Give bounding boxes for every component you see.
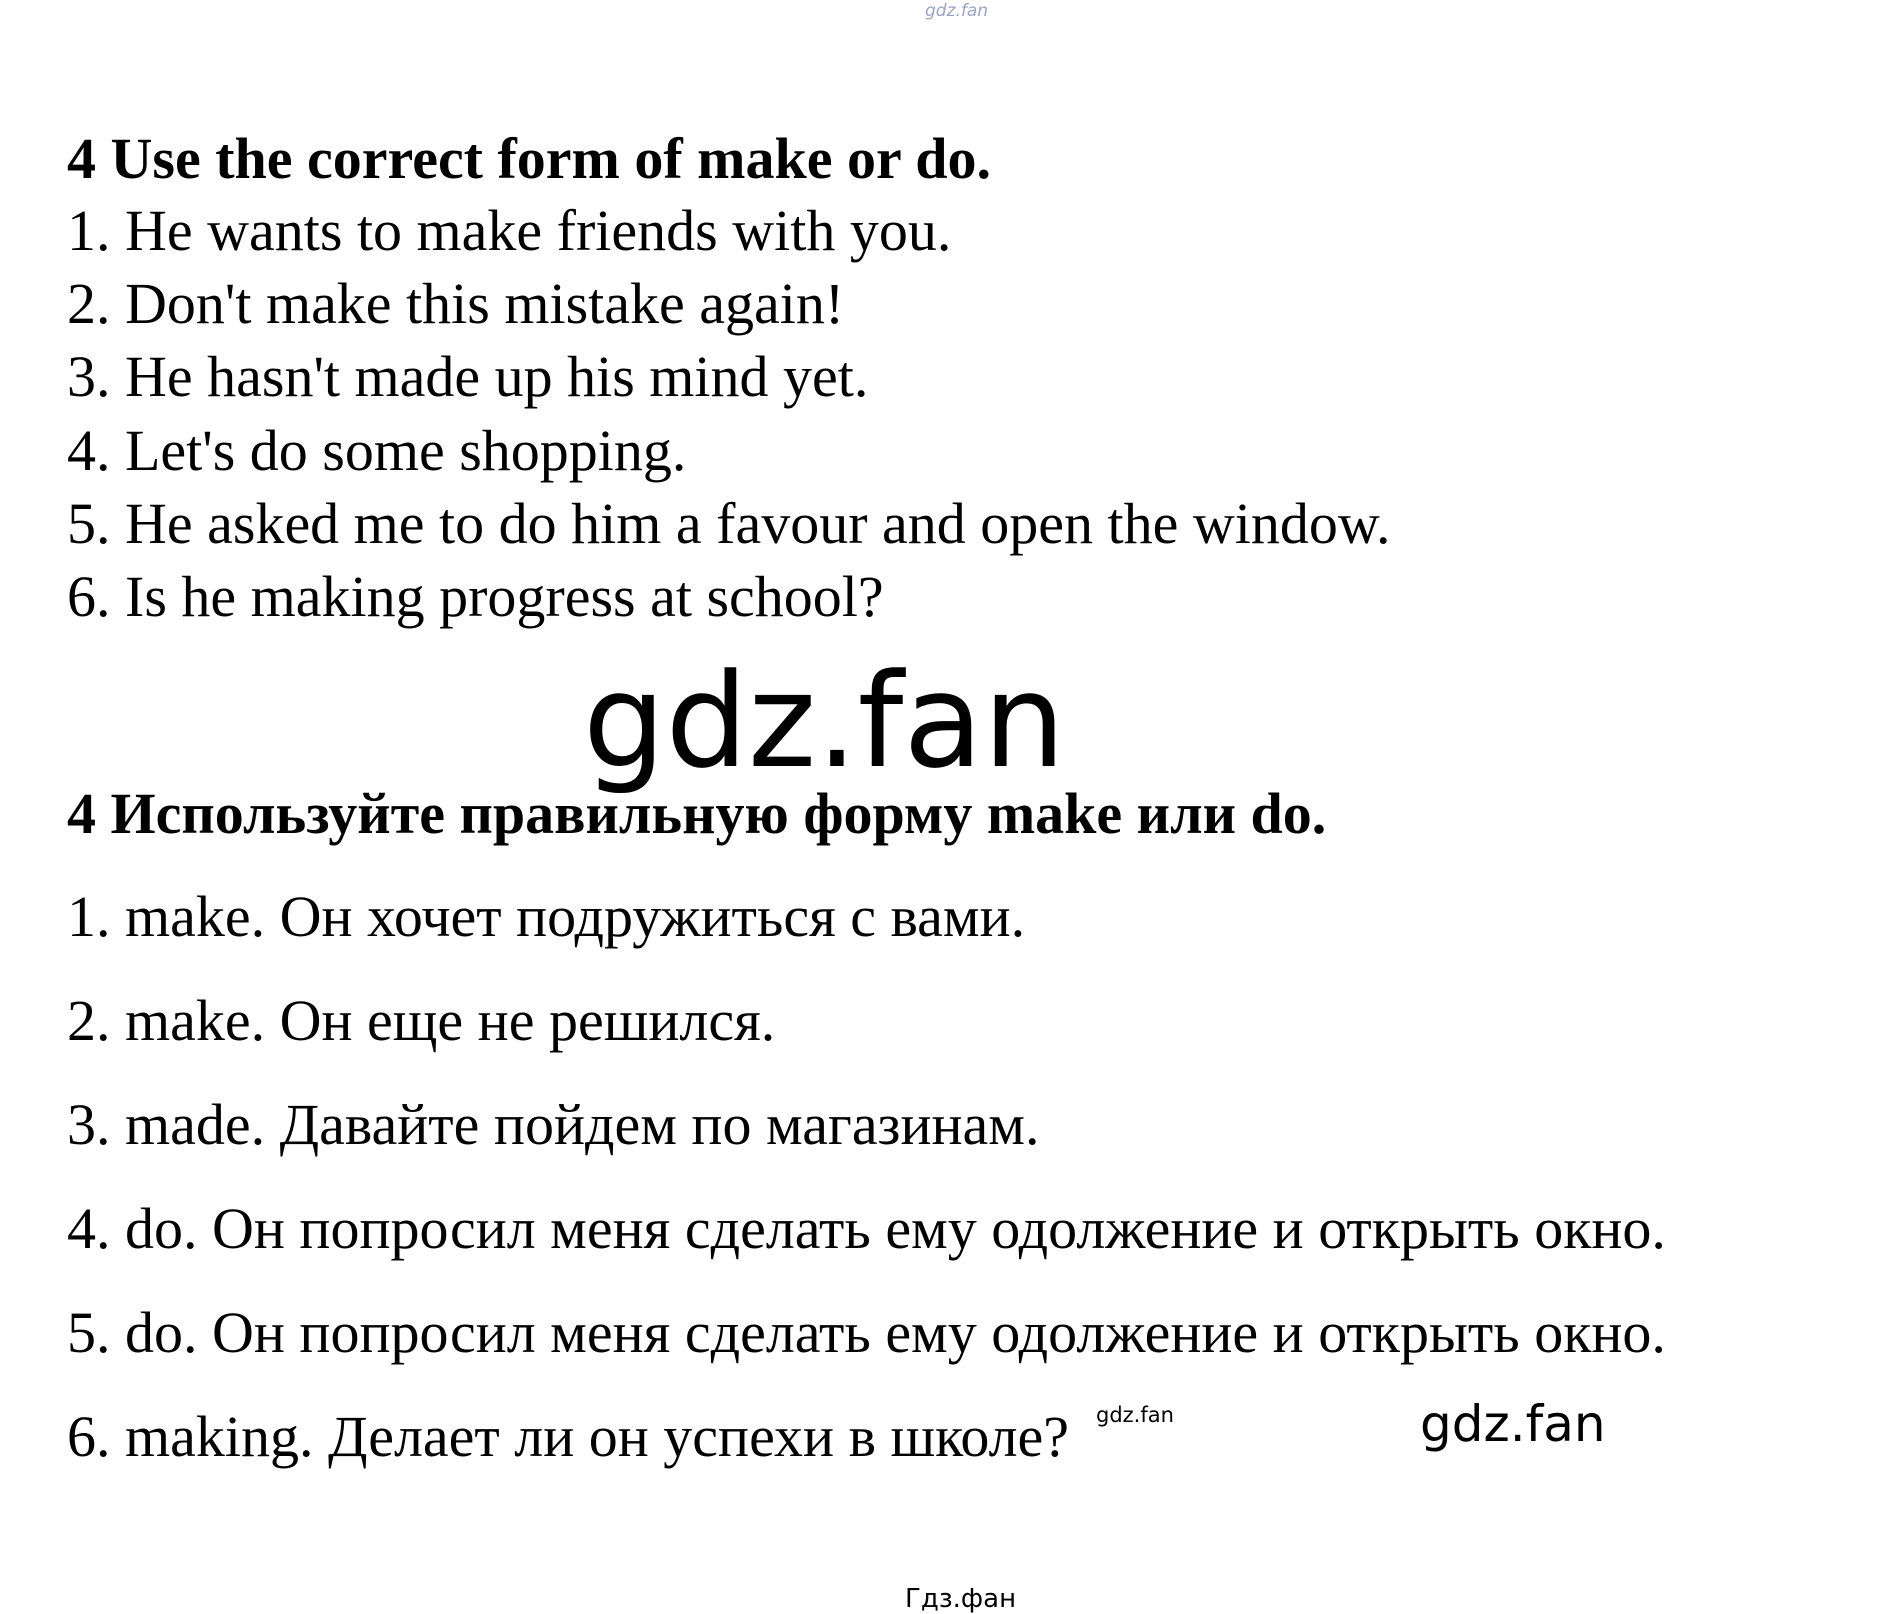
russian-line-6: 6. making. Делает ли он успехи в школе?	[67, 1404, 1070, 1469]
watermark-inline-small: gdz.fan	[1096, 1403, 1174, 1427]
english-line-1: 1. He wants to make friends with you.	[67, 198, 952, 263]
watermark-right: gdz.fan	[1420, 1395, 1606, 1453]
russian-line-3: 3. made. Давайте пойдем по магазинам.	[67, 1092, 1040, 1157]
page-footer: Гдз.фан	[905, 1584, 1017, 1614]
english-line-6: 6. Is he making progress at school?	[67, 564, 884, 629]
english-line-5: 5. He asked me to do him a favour and open the window.	[67, 491, 1391, 556]
watermark-big: gdz.fan	[583, 645, 1066, 797]
russian-line-4: 4. do. Он попросил меня сделать ему одолжение и открыть окно.	[67, 1196, 1666, 1261]
russian-line-1: 1. make. Он хочет подружиться с вами.	[67, 884, 1026, 949]
english-line-4: 4. Let's do some shopping.	[67, 418, 687, 483]
english-line-3: 3. He hasn't made up his mind yet.	[67, 344, 869, 409]
english-line-2: 2. Don't make this mistake again!	[67, 271, 845, 336]
russian-line-2: 2. make. Он еще не решился.	[67, 988, 776, 1053]
russian-heading: 4 Используйте правильную форму make или do.	[67, 781, 1327, 846]
russian-line-5: 5. do. Он попросил меня сделать ему одолжение и открыть окно.	[67, 1300, 1666, 1365]
english-heading: 4 Use the correct form of make or do.	[67, 126, 991, 191]
watermark-top: gdz.fan	[925, 1, 989, 21]
